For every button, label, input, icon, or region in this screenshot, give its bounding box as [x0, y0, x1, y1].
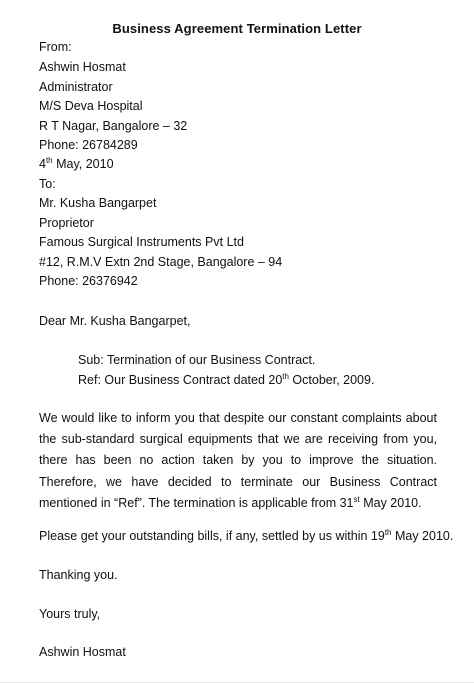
date-suffix: th	[45, 155, 53, 165]
subject-line: Sub: Termination of our Business Contract.	[78, 353, 316, 367]
sender-organization: M/S Deva Hospital	[39, 99, 143, 113]
recipient-designation: Proprietor	[39, 216, 94, 230]
date-day: 4	[39, 157, 46, 171]
document-title: Business Agreement Termination Letter	[112, 21, 362, 36]
reference-before: Ref: Our Business Contract dated 20	[78, 373, 283, 387]
sender-name: Ashwin Hosmat	[39, 60, 126, 74]
sender-address: R T Nagar, Bangalore – 32	[39, 119, 188, 133]
sender-designation: Administrator	[39, 80, 113, 94]
closing: Yours truly,	[39, 607, 101, 621]
recipient-address: #12, R.M.V Extn 2nd Stage, Bangalore – 94	[39, 255, 283, 269]
reference-line	[78, 372, 374, 388]
to-label: To:	[39, 177, 56, 191]
recipient-phone: Phone: 26376942	[39, 274, 138, 288]
body-paragraph-2-suffix: th	[384, 527, 392, 537]
closing-thanks: Thanking you.	[39, 568, 118, 582]
recipient-organization: Famous Surgical Instruments Pvt Ltd	[39, 235, 244, 249]
letter-date	[39, 156, 114, 172]
sender-phone: Phone: 26784289	[39, 138, 138, 152]
body-paragraph-1-text: We would like to inform you that despite our constant complaints about the sub-standard surgical equipments that we are receiving from you, there has been no action taken by you to improve the situation. Therefore, we have decided to terminate our Business Contract mentioned in “Ref”. The termination is applicable from 31	[39, 411, 437, 510]
body-paragraph-2-before: Please get your outstanding bills, if any, settled by us within 19	[39, 529, 385, 543]
from-label: From:	[39, 40, 72, 54]
body-paragraph-2-after: May 2010.	[391, 529, 454, 543]
reference-suffix: th	[282, 371, 289, 381]
body-paragraph-1-after: May 2010.	[359, 495, 422, 510]
date-rest: May, 2010	[52, 157, 114, 171]
body-paragraph-1	[39, 408, 437, 514]
recipient-name: Mr. Kusha Bangarpet	[39, 196, 157, 210]
salutation: Dear Mr. Kusha Bangarpet,	[39, 314, 191, 328]
body-paragraph-2	[39, 528, 453, 544]
signature-name: Ashwin Hosmat	[39, 645, 126, 659]
reference-after: October, 2009.	[288, 373, 375, 387]
body-paragraph-1-suffix: st	[353, 494, 360, 504]
